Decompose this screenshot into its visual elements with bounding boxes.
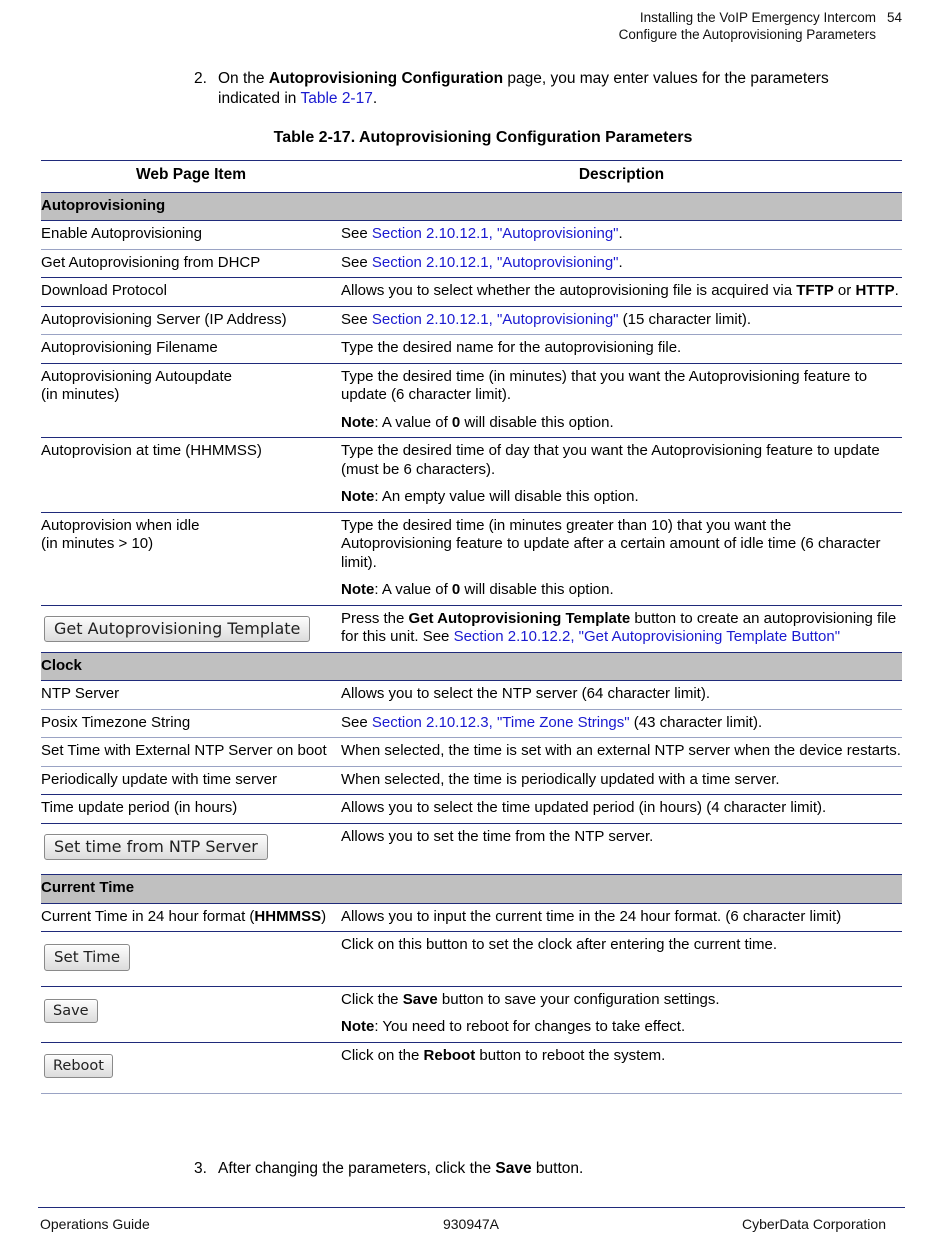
desc-bold: Reboot [423,1046,476,1064]
description-cell: When selected, the time is set with an external NTP server when the device restarts. [341,742,901,759]
note-text: : You need to reboot for changes to take effect. [374,1018,686,1035]
section-row [41,875,902,904]
desc-text: Type the desired time of day that you want the Autoprovisioning feature to update (must be 6 characters). [341,442,880,478]
column-header: Description [578,166,665,183]
desc-text: . [618,225,623,242]
section-title: Clock [41,656,82,674]
note [341,581,902,600]
item-line: (in minutes) [41,386,120,403]
note-text: : A value of [374,581,452,598]
footer-left: Operations Guide [40,1216,150,1232]
reboot-button[interactable]: Reboot [44,1054,113,1079]
item-line: Autoprovision when idle [41,516,200,534]
save-button[interactable]: Save [44,999,98,1024]
table-row [41,512,902,605]
note [341,1018,902,1037]
desc-text: . [618,253,623,271]
description-cell [341,438,902,513]
item-line: Autoprovisioning Autoupdate [41,367,232,385]
description-cell [341,1042,902,1094]
table-row [41,823,902,875]
description-cell [341,306,902,335]
step-text: button. [531,1160,584,1177]
column-header: Web Page Item [136,166,246,183]
desc-text: See [341,713,372,731]
table-link[interactable]: Table 2-17 [300,90,373,107]
item-cell: Time update period (in hours) [41,799,238,816]
table-row [41,738,902,767]
desc-text: See [341,225,372,242]
table-row [41,1042,902,1094]
desc-text: (43 character limit). [629,713,763,731]
table-row [41,903,902,932]
description-cell [341,278,902,307]
description-cell: Allows you to input the current time in the 24 hour format. (6 character limit) [341,907,842,925]
desc-text: Click the [341,990,403,1008]
desc-text: See [341,310,372,328]
footer-center: 930947A [442,1216,500,1232]
step-3 [194,1159,884,1179]
description-cell [341,605,902,652]
section-title: Autoprovisioning [41,196,166,214]
desc-text: . [894,282,899,299]
step-text: After changing the parameters, click the [218,1160,496,1177]
desc-text: button to reboot the system. [475,1046,666,1064]
table-row [41,363,902,438]
table-row [41,681,902,710]
item-text: Current Time in 24 hour format ( [41,907,255,925]
description-cell: Allows you to select the NTP server (64 character limit). [341,685,711,702]
note-label: Note [341,413,375,431]
table-row [41,766,902,795]
note-label: Note [341,1018,375,1035]
note-text: : An empty value will disable this option. [374,488,639,505]
item-cell [41,605,341,652]
item-cell: Get Autoprovisioning from DHCP [41,253,261,271]
desc-text: Allows you to select whether the autoprovisioning file is acquired via [341,282,797,299]
desc-text [341,991,902,1010]
step-bold: Autoprovisioning Configuration [268,70,504,87]
description-cell: Allows you to select the time updated period (in hours) (4 character limit). [341,799,827,816]
note-bold: 0 [451,413,461,431]
desc-text: Type the desired time (in minutes greater than 10) that you want the Autoprovisioning feature to update after a certain amount of idle time (6 character limit). [341,516,881,571]
item-line: (in minutes > 10) [41,535,154,552]
item-cell [41,932,341,987]
desc-text: See [341,253,372,271]
desc-text: or [833,282,856,299]
step-text: On the [218,70,269,87]
table-header-row [41,161,902,193]
note-label: Note [341,581,375,598]
desc-text: button to save your configuration settings. [437,990,720,1008]
item-cell [41,986,341,1042]
table-row [41,335,902,364]
set-ntp-time-button[interactable]: Set time from NTP Server [44,834,268,861]
step-number: 2. [194,70,207,87]
desc-text: Click on the [341,1046,424,1064]
running-header [619,9,902,43]
desc-bold: HTTP [855,282,895,299]
note [341,488,902,507]
table-row [41,932,902,987]
item-cell: Periodically update with time server [41,770,277,788]
table-row [41,221,902,250]
item-cell: Autoprovisioning Filename [41,339,218,356]
description-cell [341,249,902,278]
description-cell: When selected, the time is periodically updated with a time server. [341,770,780,788]
footer-divider [38,1207,905,1208]
description-cell [341,221,902,250]
description-cell [341,363,902,438]
section-link[interactable]: Section 2.10.12.3, "Time Zone Strings" [371,713,630,731]
note-label: Note [341,488,375,505]
item-cell [41,1042,341,1094]
step-text: . [372,90,378,107]
table-row [41,605,902,652]
table-caption: Table 2-17. Autoprovisioning Configuration Parameters [273,129,693,146]
step-number: 3. [194,1160,207,1177]
item-cell: Posix Timezone String [41,713,191,731]
item-cell: Set Time with External NTP Server on boot [41,742,327,759]
table-row [41,709,902,738]
note-bold: 0 [451,581,461,598]
header-title: Installing the VoIP Emergency Intercom [639,10,876,25]
item-cell: Autoprovisioning Server (IP Address) [41,310,287,328]
item-cell: Autoprovision at time (HHMMSS) [41,442,262,459]
item-cell: Download Protocol [41,282,167,299]
note-text: will disable this option. [460,581,614,598]
page-number: 54 [886,10,902,25]
section-row [41,192,902,221]
description-cell [341,986,902,1042]
step-2 [194,69,884,109]
table-row [41,249,902,278]
table-row [41,306,902,335]
header-subtitle: Configure the Autoprovisioning Parameters [618,27,876,42]
table-row [41,278,902,307]
desc-text: (15 character limit). [618,310,752,328]
desc-bold: Save [402,990,438,1008]
item-cell: NTP Server [41,685,120,702]
section-link[interactable]: Section 2.10.12.1, "Autoprovisioning" [371,310,619,328]
section-link[interactable]: Section 2.10.12.1, "Autoprovisioning" [371,225,619,242]
set-time-button[interactable]: Set Time [44,944,130,971]
item-cell: Enable Autoprovisioning [41,225,202,242]
item-cell [41,512,341,605]
item-cell [41,823,341,875]
section-title: Current Time [41,879,135,896]
table-row [41,795,902,824]
note-text: will disable this option. [460,413,614,431]
table-row [41,438,902,513]
note [341,414,902,433]
desc-text: Press the [341,609,409,627]
footer-right: CyberData Corporation [742,1216,886,1232]
desc-text: Type the desired time (in minutes) that you want the Autoprovisioning feature to update (6 character limit). [341,367,868,403]
item-cell [41,903,341,932]
item-text: ) [321,907,327,925]
parameters-table [41,160,902,1094]
item-cell [41,363,341,438]
table-row [41,986,902,1042]
step-bold: Save [495,1160,532,1177]
desc-bold: TFTP [796,282,834,299]
section-link[interactable]: Section 2.10.12.2, "Get Autoprovisioning Template Button" [453,628,841,645]
note-text: : A value of [374,413,452,431]
description-cell: Click on this button to set the clock after entering the current time. [341,936,778,953]
desc-text: button to create an autoprovisioning file for this unit. See [341,609,897,645]
section-row [41,652,902,681]
get-template-button[interactable]: Get Autoprovisioning Template [44,616,310,643]
step-text: page, you may enter values for the parameters indicated in [218,70,829,107]
section-link[interactable]: Section 2.10.12.1, "Autoprovisioning" [371,253,619,271]
description-cell [341,512,902,605]
desc-bold: Get Autoprovisioning Template [408,609,631,627]
description-cell [341,709,902,738]
description-cell: Allows you to set the time from the NTP server. [341,827,654,845]
description-cell: Type the desired name for the autoprovisioning file. [341,339,682,356]
item-bold: HHMMSS [254,907,322,925]
